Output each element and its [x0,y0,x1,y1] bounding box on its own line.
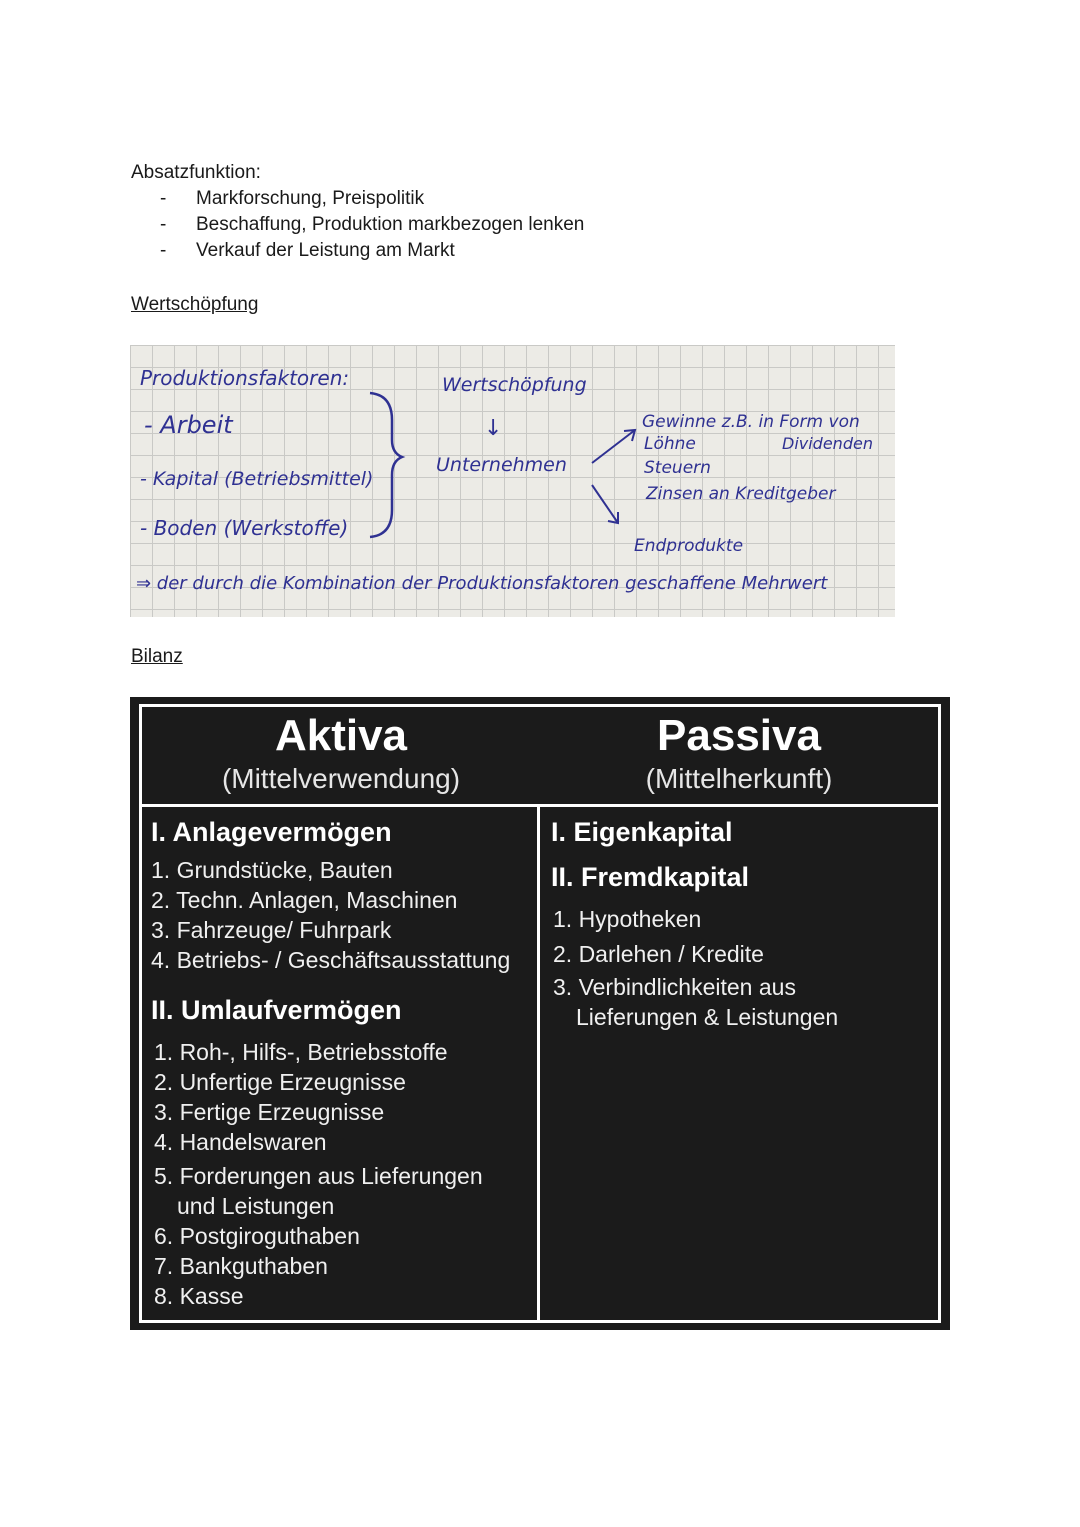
note-arrow: ↓ [484,416,503,441]
dash-bullet: - [160,214,167,235]
absatz-list [160,186,584,264]
arrow-up-shape [592,430,635,463]
note-definition: ⇒ der durch die Kombination der Produktionsfaktoren geschaffene Mehrwert [136,573,828,594]
list-item: 3. Fahrzeuge/ Fuhrpark [151,917,392,943]
aktiva-section-heading: I. Anlagevermögen [151,817,392,847]
passiva-section-heading: I. Eigenkapital [551,817,733,847]
list-item: 1. Roh-, Hilfs-, Betriebsstoffe [154,1039,448,1065]
aktiva-section-heading: II. Umlaufvermögen [151,995,402,1025]
list-item-continuation: Lieferungen & Leistungen [576,1004,839,1030]
list-item: 6. Postgiroguthaben [154,1223,360,1249]
bilanz-frame [139,704,941,1323]
list-item-continuation: und Leistungen [177,1193,335,1219]
note-zinsen: Zinsen an Kreditgeber [646,484,836,504]
note-unternehmen: Unternehmen [436,454,567,476]
list-item: - Markforschung, Preispolitik [160,186,584,212]
absatz-heading: Absatzfunktion: [131,162,261,183]
dash-bullet: - [160,188,167,209]
passiva-subtitle: (Mittelherkunft) [645,763,833,794]
list-item: 3. Verbindlichkeiten aus [553,974,796,1000]
passiva-section-heading: II. Fremdkapital [551,862,750,892]
handwritten-note [130,345,895,617]
note-arbeit: - Arbeit [144,411,233,439]
note-loehne: Löhne [644,434,696,454]
list-item: 5. Forderungen aus Lieferungen [154,1163,483,1189]
note-produktionsfaktoren: Produktionsfaktoren: [140,366,350,390]
bilanz-heading: Bilanz [131,646,183,667]
note-dividenden: Dividenden [782,434,873,453]
aktiva-subtitle: (Mittelverwendung) [221,763,461,794]
passiva-header [540,707,938,796]
bilanz-header-row [142,707,938,807]
note-wertschoepfung: Wertschöpfung [442,374,587,396]
list-item: 4. Betriebs- / Geschäftsausstattung [151,947,511,973]
arrow-down-shape [592,485,618,523]
list-item: 4. Handelswaren [154,1129,327,1155]
aktiva-header [142,707,540,796]
list-item: 2. Darlehen / Kredite [553,941,764,967]
list-item: - Beschaffung, Produktion markbezogen lenken [160,212,584,238]
note-endprodukte: Endprodukte [634,536,744,556]
list-item: 1. Grundstücke, Bauten [151,857,393,883]
note-steuern: Steuern [644,458,711,478]
wertschoepfung-heading: Wertschöpfung [131,294,259,315]
column-divider [537,807,540,1320]
handwritten-note-photo [130,345,895,617]
list-item: 3. Fertige Erzeugnisse [154,1099,385,1125]
passiva-column [551,807,838,1032]
passiva-title: Passiva [657,711,821,760]
aktiva-title: Aktiva [274,711,408,760]
brace-shape [370,393,402,537]
dash-bullet: - [160,240,167,261]
aktiva-column [151,807,510,1311]
note-kapital: - Kapital (Betriebsmittel) [140,468,374,490]
list-item: 2. Unfertige Erzeugnisse [154,1069,406,1095]
list-item: 1. Hypotheken [553,906,702,932]
list-item: 7. Bankguthaben [154,1253,328,1279]
list-item: 8. Kasse [154,1283,244,1309]
list-item: 2. Techn. Anlagen, Maschinen [151,887,458,913]
bilanz-table [130,697,950,1330]
note-gewinne: Gewinne z.B. in Form von [642,412,860,432]
note-boden: - Boden (Werkstoffe) [140,516,349,540]
list-item: - Verkauf der Leistung am Markt [160,238,584,264]
